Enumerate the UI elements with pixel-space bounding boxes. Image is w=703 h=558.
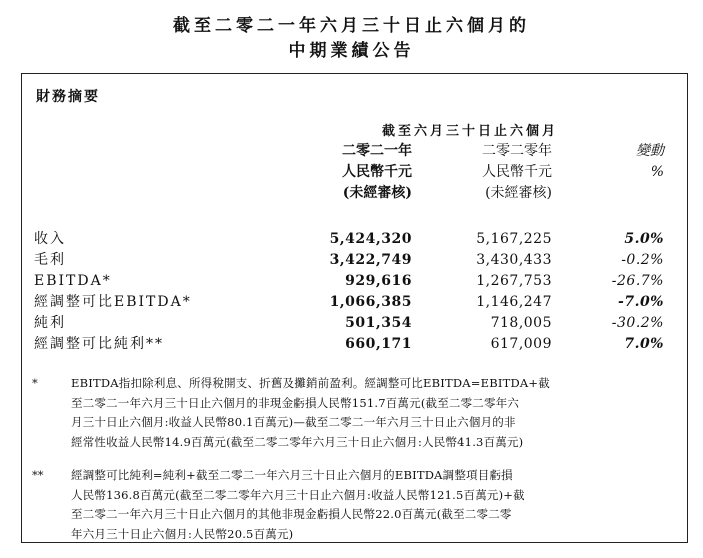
column-header-2020-year: 二零二零年 (482, 143, 552, 159)
value-2021: 5,424,320 (329, 231, 412, 247)
value-change: -26.7% (611, 273, 664, 289)
column-header-2020-audit: (未經審核) (485, 185, 552, 201)
footnote-line: 月三十日止六個月:收益人民幣80.1百萬元)—截至二零二一年六月三十日止六個月的非 (71, 415, 516, 429)
value-2021: 501,354 (345, 315, 412, 331)
value-change: -7.0% (618, 294, 664, 310)
footnote-line: EBITDA指扣除利息、所得稅開支、折舊及攤銷前盈利。經調整可比EBITDA=EBITDA+截 (71, 376, 550, 390)
period-header: 截至六月三十日止六個月 (382, 124, 559, 139)
footnote-line: 至二零二一年六月三十日止六個月的其他非現金虧損人民幣22.0百萬元(截至二零二零 (71, 507, 512, 521)
column-header-2021-audit: (未經審核) (342, 185, 412, 201)
value-change: 5.0% (624, 231, 664, 247)
value-2020: 617,009 (490, 336, 552, 352)
footnote-ebitda (32, 374, 682, 452)
document-title-line2: 中期業績公告 (288, 41, 415, 61)
value-2020: 1,267,753 (476, 273, 552, 289)
value-2020: 1,146,247 (476, 294, 552, 310)
table-row (22, 229, 687, 250)
value-2021: 929,616 (345, 273, 412, 289)
column-header-change-unit: % (650, 164, 664, 180)
value-2020: 5,167,225 (476, 231, 552, 247)
table-row (22, 292, 687, 313)
financial-summary-box (21, 73, 688, 543)
footnote-line: 年六月三十日止六個月:人民幣20.5百萬元) (71, 526, 294, 541)
row-label-adjusted-ebitda: 經調整可比EBITDA* (34, 294, 192, 310)
section-heading: 財務摘要 (36, 89, 100, 105)
column-header-2021 (312, 141, 412, 204)
row-label-ebitda: EBITDA* (34, 273, 112, 289)
value-change: -0.2% (621, 252, 664, 268)
footnote-marker: ** (32, 468, 44, 482)
column-header-2020-unit: 人民幣千元 (482, 164, 552, 180)
table-row (22, 334, 687, 355)
row-label-gross-profit: 毛利 (34, 252, 66, 268)
footnote-adjusted-net-profit (32, 466, 682, 544)
footnote-text (71, 466, 682, 544)
column-header-change (592, 141, 664, 183)
row-label-adjusted-net-profit: 經調整可比純利** (34, 336, 164, 352)
footnote-text (71, 374, 682, 452)
value-change: 7.0% (624, 336, 664, 352)
table-row (22, 250, 687, 271)
column-header-change-label: 變動 (636, 143, 664, 159)
value-2020: 3,430,433 (476, 252, 552, 268)
value-2021: 660,171 (345, 336, 412, 352)
column-header-2020 (442, 141, 552, 204)
footnote-line: 人民幣136.8百萬元(截至二零二零年六月三十日止六個月:收益人民幣121.5百萬元)+截 (71, 487, 525, 502)
row-label-revenue: 收入 (34, 231, 66, 247)
footnote-marker: * (32, 376, 38, 390)
value-2021: 1,066,385 (329, 294, 412, 310)
footnote-line: 經常性收益人民幣14.9百萬元(截至二零二零年六月三十日止六個月:人民幣41.3百萬元) (71, 434, 524, 449)
column-header-2021-unit: 人民幣千元 (342, 164, 412, 180)
table-row (22, 313, 687, 334)
footnote-line: 經調整可比純利=純利+截至二零二一年六月三十日止六個月的EBITDA調整項目虧損 (71, 468, 513, 482)
row-label-net-profit: 純利 (34, 315, 66, 331)
value-2021: 3,422,749 (329, 252, 412, 268)
value-change: -30.2% (611, 315, 664, 331)
value-2020: 718,005 (490, 315, 552, 331)
document-title-line1: 截至二零二一年六月三十日止六個月的 (173, 16, 530, 36)
column-header-2021-year: 二零二一年 (342, 143, 412, 159)
table-row (22, 271, 687, 292)
footnote-line: 至二零二一年六月三十日止六個月的非現金虧損人民幣151.7百萬元(截至二零二零年六 (71, 395, 520, 410)
